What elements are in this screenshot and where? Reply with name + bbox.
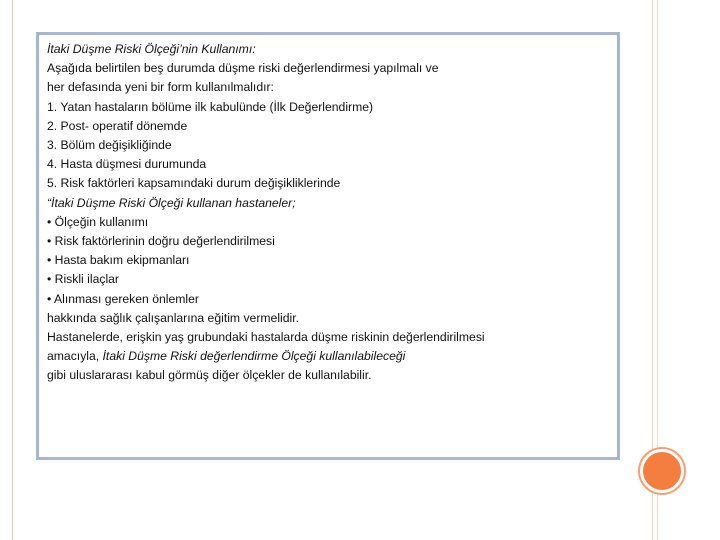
- left-decor-line: [12, 0, 13, 540]
- paragraph-line-1: Hastanelerde, erişkin yaş grubundaki hastalarda düşme riskinin değerlendirilmesi: [47, 330, 485, 345]
- bullet-item: • Ölçeğin kullanımı: [47, 214, 149, 229]
- list-item: 5. Risk faktörleri kapsamındaki durum değişikliklerinde: [47, 176, 341, 191]
- subheading: “İtaki Düşme Riski Ölçeği kullanan hastaneler;: [47, 195, 296, 210]
- paragraph-line-2-italic: İtaki Düşme Riski değerlendirme Ölçeği kullanılabileceği: [102, 349, 406, 364]
- bullet-item: • Risk faktörlerinin doğru değerlendirilmesi: [47, 234, 275, 249]
- heading: İtaki Düşme Riski Ölçeği’nin Kullanımı:: [47, 42, 256, 56]
- paragraph-line-3: gibi uluslararası kabul görmüş diğer ölçekler de kullanılabilir.: [47, 368, 372, 383]
- paragraph-line-2-prefix: amacıyla,: [47, 349, 103, 364]
- list-item: 4. Hasta düşmesi durumunda: [47, 157, 207, 172]
- intro-line-1: Aşağıda belirtilen beş durumda düşme riski değerlendirmesi yapılmalı ve: [47, 61, 439, 76]
- list-item: 2. Post- operatif dönemde: [47, 118, 188, 133]
- bullet-item: • Hasta bakım ekipmanları: [47, 253, 190, 268]
- list-item: 3. Bölüm değişikliğinde: [47, 138, 172, 153]
- intro-line-2: her defasında yeni bir form kullanılmalıdır:: [47, 80, 274, 95]
- document-text: [47, 40, 611, 386]
- bullet-item: • Alınması gereken önlemler: [47, 291, 199, 306]
- list-item: 1. Yatan hastaların bölüme ilk kabulünde (İlk Değerlendirme): [47, 99, 374, 114]
- bullet-item: • Riskli ilaçlar: [47, 272, 119, 287]
- orange-circle-decor: [640, 449, 684, 493]
- paragraph-line-2: [47, 347, 611, 366]
- training-line: hakkında sağlık çalışanlarına eğitim vermelidir.: [47, 310, 299, 325]
- content-box: [36, 32, 620, 460]
